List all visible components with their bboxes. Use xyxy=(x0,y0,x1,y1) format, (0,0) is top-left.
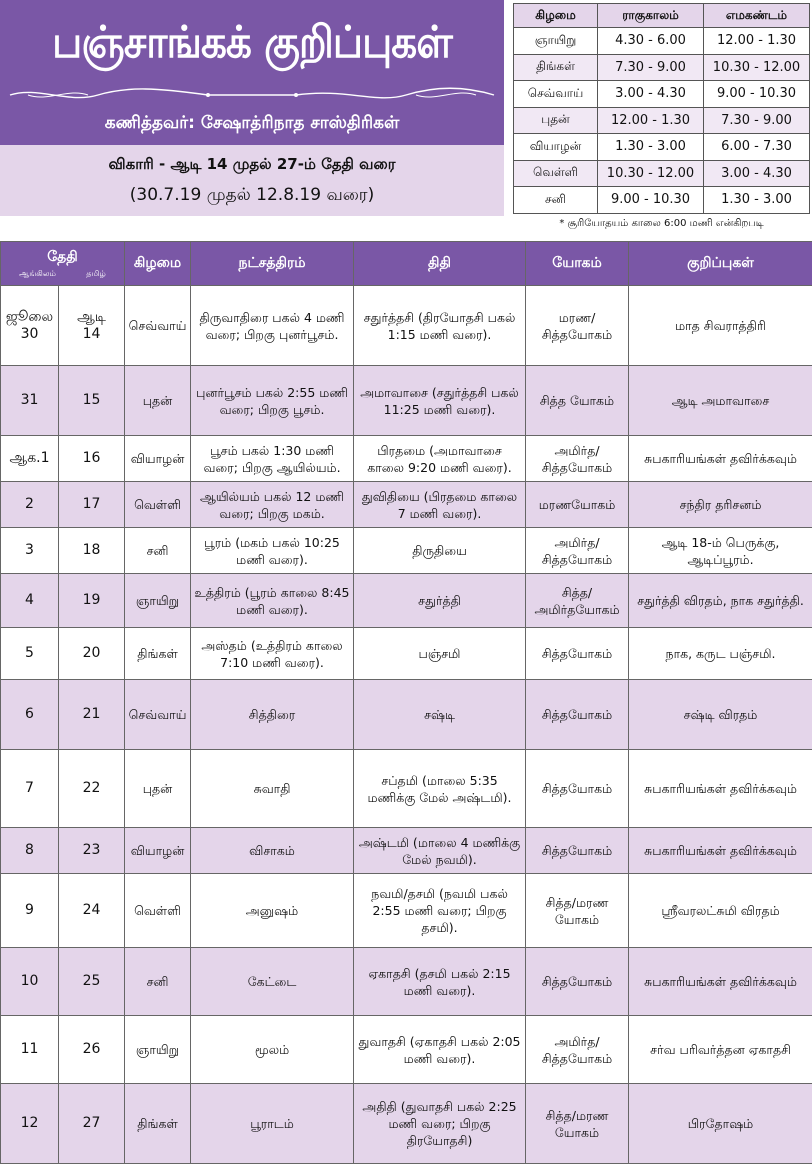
period-sub: (30.7.19 முதல் 12.8.19 வரை) xyxy=(129,185,375,205)
table-row xyxy=(1,436,812,482)
cell-date-tamil: 21 xyxy=(59,680,125,750)
rahu-row xyxy=(514,134,810,161)
cell-day: புதன் xyxy=(125,750,191,828)
cell-day: ஞாயிறு xyxy=(125,574,191,628)
rahu-cell-yama: 7.30 - 9.00 xyxy=(704,107,810,134)
header-yogam: யோகம் xyxy=(526,242,629,286)
cell-date-tamil: 22 xyxy=(59,750,125,828)
cell-day: திங்கள் xyxy=(125,1084,191,1164)
rahu-row xyxy=(514,54,810,81)
cell-nakshatra: பூராடம் xyxy=(191,1084,354,1164)
cell-notes: மாத சிவராத்திரி xyxy=(629,286,812,366)
cell-nakshatra: பூசம் பகல் 1:30 மணி வரை; பிறகு ஆயில்யம். xyxy=(191,436,354,482)
cell-yogam: சித்தயோகம் xyxy=(526,680,629,750)
cell-date-english: 12 xyxy=(1,1084,59,1164)
rahu-cell-day: செவ்வாய் xyxy=(514,81,598,108)
rahu-row xyxy=(514,81,810,108)
ornament-divider-icon xyxy=(8,84,496,106)
cell-yogam: அமிர்த/ சித்தயோகம் xyxy=(526,436,629,482)
table-row xyxy=(1,1084,812,1164)
cell-yogam: அமிர்த/ சித்தயோகம் xyxy=(526,528,629,574)
table-row xyxy=(1,680,812,750)
rahu-header-rahu: ராகுகாலம் xyxy=(598,4,704,28)
table-row xyxy=(1,874,812,948)
table-row xyxy=(1,574,812,628)
cell-nakshatra: விசாகம் xyxy=(191,828,354,874)
table-row xyxy=(1,628,812,680)
cell-nakshatra: அஸ்தம் (உத்திரம் காலை 7:10 மணி வரை). xyxy=(191,628,354,680)
cell-day: வியாழன் xyxy=(125,828,191,874)
cell-yogam: மரண/ சித்தயோகம் xyxy=(526,286,629,366)
cell-yogam: சித்தயோகம் xyxy=(526,750,629,828)
table-row xyxy=(1,528,812,574)
cell-thithi: துவிதியை (பிரதமை காலை 7 மணி வரை). xyxy=(354,482,526,528)
rahu-row xyxy=(514,187,810,214)
rahu-cell-rahu: 10.30 - 12.00 xyxy=(598,160,704,187)
rahu-row xyxy=(514,107,810,134)
cell-nakshatra: மூலம் xyxy=(191,1016,354,1084)
cell-date-tamil: 15 xyxy=(59,366,125,436)
cell-day: சனி xyxy=(125,948,191,1016)
rahu-cell-yama: 1.30 - 3.00 xyxy=(704,187,810,214)
cell-date-tamil: 16 xyxy=(59,436,125,482)
cell-date-english: 4 xyxy=(1,574,59,628)
cell-thithi: துவாதசி (ஏகாதசி பகல் 2:05 மணி வரை). xyxy=(354,1016,526,1084)
panchangam-table xyxy=(0,241,812,1164)
cell-nakshatra: புனர்பூசம் பகல் 2:55 மணி வரை; பிறகு பூசம். xyxy=(191,366,354,436)
cell-nakshatra: சுவாதி xyxy=(191,750,354,828)
rahu-header-day: கிழமை xyxy=(514,4,598,28)
cell-thithi: சதுர்த்தசி (திரயோதசி பகல் 1:15 மணி வரை). xyxy=(354,286,526,366)
cell-date-english: 8 xyxy=(1,828,59,874)
cell-day: செவ்வாய் xyxy=(125,680,191,750)
cell-yogam: அமிர்த/ சித்தயோகம் xyxy=(526,1016,629,1084)
cell-notes: சுபகாரியங்கள் தவிர்க்கவும் xyxy=(629,948,812,1016)
cell-yogam: மரணயோகம் xyxy=(526,482,629,528)
cell-yogam: சித்த யோகம் xyxy=(526,366,629,436)
cell-day: வெள்ளி xyxy=(125,482,191,528)
cell-yogam: சித்த/மரண யோகம் xyxy=(526,874,629,948)
cell-notes: ஸ்ரீவரலட்சுமி விரதம் xyxy=(629,874,812,948)
cell-date-tamil: 27 xyxy=(59,1084,125,1164)
cell-nakshatra: உத்திரம் (பூரம் காலை 8:45 மணி வரை). xyxy=(191,574,354,628)
cell-notes: சர்வ பரிவர்த்தன ஏகாதசி xyxy=(629,1016,812,1084)
rahu-cell-rahu: 7.30 - 9.00 xyxy=(598,54,704,81)
cell-nakshatra: பூரம் (மகம் பகல் 10:25 மணி வரை). xyxy=(191,528,354,574)
cell-day: சனி xyxy=(125,528,191,574)
cell-thithi: பஞ்சமி xyxy=(354,628,526,680)
rahu-cell-yama: 3.00 - 4.30 xyxy=(704,160,810,187)
cell-date-tamil: ஆடி 14 xyxy=(59,286,125,366)
rahu-row xyxy=(514,160,810,187)
cell-date-english: 2 xyxy=(1,482,59,528)
cell-date-tamil: 23 xyxy=(59,828,125,874)
cell-notes: சுபகாரியங்கள் தவிர்க்கவும் xyxy=(629,828,812,874)
header-date xyxy=(1,242,125,286)
cell-day: வெள்ளி xyxy=(125,874,191,948)
author-line: கணித்தவர்: சேஷாத்ரிநாத சாஸ்திரிகள் xyxy=(104,113,400,133)
cell-day: புதன் xyxy=(125,366,191,436)
rahu-cell-rahu: 3.00 - 4.30 xyxy=(598,81,704,108)
cell-day: வியாழன் xyxy=(125,436,191,482)
rahu-cell-rahu: 4.30 - 6.00 xyxy=(598,28,704,55)
cell-yogam: சித்த/மரண யோகம் xyxy=(526,1084,629,1164)
cell-day: ஞாயிறு xyxy=(125,1016,191,1084)
cell-date-english: 9 xyxy=(1,874,59,948)
cell-notes: பிரதோஷம் xyxy=(629,1084,812,1164)
rahu-cell-day: ஞாயிறு xyxy=(514,28,598,55)
cell-notes: சுபகாரியங்கள் தவிர்க்கவும் xyxy=(629,750,812,828)
cell-date-english: ஜூலை 30 xyxy=(1,286,59,366)
cell-date-tamil: 24 xyxy=(59,874,125,948)
cell-notes: ஆடி 18-ம் பெருக்கு, ஆடிப்பூரம். xyxy=(629,528,812,574)
header-day: கிழமை xyxy=(125,242,191,286)
page-title: பஞ்சாங்கக் குறிப்புகள் xyxy=(52,17,452,68)
cell-thithi: அதிதி (துவாதசி பகல் 2:25 மணி வரை; பிறகு திரயோதசி) xyxy=(354,1084,526,1164)
cell-date-english: 5 xyxy=(1,628,59,680)
cell-yogam: சித்தயோகம் xyxy=(526,628,629,680)
rahu-cell-yama: 6.00 - 7.30 xyxy=(704,134,810,161)
header-nakshatra: நட்சத்திரம் xyxy=(191,242,354,286)
cell-notes: நாக, கருட பஞ்சமி. xyxy=(629,628,812,680)
rahu-cell-day: வெள்ளி xyxy=(514,160,598,187)
cell-yogam: சித்தயோகம் xyxy=(526,828,629,874)
cell-nakshatra: திருவாதிரை பகல் 4 மணி வரை; பிறகு புனர்பூசம். xyxy=(191,286,354,366)
cell-thithi: அஷ்டமி (மாலை 4 மணிக்கு மேல் நவமி). xyxy=(354,828,526,874)
cell-thithi: சஷ்டி xyxy=(354,680,526,750)
cell-date-tamil: 19 xyxy=(59,574,125,628)
header-panel xyxy=(0,0,504,216)
cell-notes: சஷ்டி விரதம் xyxy=(629,680,812,750)
table-row xyxy=(1,366,812,436)
rahu-cell-rahu: 12.00 - 1.30 xyxy=(598,107,704,134)
rahu-cell-day: புதன் xyxy=(514,107,598,134)
cell-date-english: 11 xyxy=(1,1016,59,1084)
cell-nakshatra: ஆயில்யம் பகல் 12 மணி வரை; பிறகு மகம். xyxy=(191,482,354,528)
rahu-cell-rahu: 1.30 - 3.00 xyxy=(598,134,704,161)
rahu-cell-rahu: 9.00 - 10.30 xyxy=(598,187,704,214)
cell-nakshatra: அனுஷம் xyxy=(191,874,354,948)
rahu-row xyxy=(514,28,810,55)
table-row xyxy=(1,750,812,828)
cell-thithi: ஏகாதசி (தசமி பகல் 2:15 மணி வரை). xyxy=(354,948,526,1016)
cell-nakshatra: சித்திரை xyxy=(191,680,354,750)
cell-day: திங்கள் xyxy=(125,628,191,680)
cell-yogam: சித்த/ அமிர்தயோகம் xyxy=(526,574,629,628)
rahu-cell-yama: 12.00 - 1.30 xyxy=(704,28,810,55)
table-row xyxy=(1,948,812,1016)
cell-notes: சுபகாரியங்கள் தவிர்க்கவும் xyxy=(629,436,812,482)
table-row xyxy=(1,828,812,874)
rahu-cell-day: சனி xyxy=(514,187,598,214)
cell-thithi: திருதியை xyxy=(354,528,526,574)
cell-thithi: அமாவாசை (சதுர்த்தசி பகல் 11:25 மணி வரை). xyxy=(354,366,526,436)
cell-notes: ஆடி அமாவாசை xyxy=(629,366,812,436)
cell-date-tamil: 26 xyxy=(59,1016,125,1084)
cell-date-tamil: 17 xyxy=(59,482,125,528)
rahu-cell-day: வியாழன் xyxy=(514,134,598,161)
cell-date-english: 10 xyxy=(1,948,59,1016)
cell-date-english: 7 xyxy=(1,750,59,828)
rahu-kalam-table xyxy=(513,3,810,214)
sunrise-note: * சூரியோதயம் காலை 6:00 மணி என்கிறபடி xyxy=(559,218,764,229)
cell-thithi: சப்தமி (மாலை 5:35 மணிக்கு மேல் அஷ்டமி). xyxy=(354,750,526,828)
table-row xyxy=(1,1016,812,1084)
rahu-cell-yama: 10.30 - 12.00 xyxy=(704,54,810,81)
cell-date-english: ஆக.1 xyxy=(1,436,59,482)
cell-thithi: சதுர்த்தி xyxy=(354,574,526,628)
cell-date-tamil: 20 xyxy=(59,628,125,680)
rahu-cell-day: திங்கள் xyxy=(514,54,598,81)
header-thithi: திதி xyxy=(354,242,526,286)
cell-date-english: 3 xyxy=(1,528,59,574)
header-date-tamil: தமிழ் xyxy=(86,268,106,278)
cell-date-english: 31 xyxy=(1,366,59,436)
cell-date-tamil: 18 xyxy=(59,528,125,574)
table-row xyxy=(1,286,812,366)
rahu-cell-yama: 9.00 - 10.30 xyxy=(704,81,810,108)
cell-yogam: சித்தயோகம் xyxy=(526,948,629,1016)
cell-nakshatra: கேட்டை xyxy=(191,948,354,1016)
cell-thithi: நவமி/தசமி (நவமி பகல் 2:55 மணி வரை; பிறகு தசமி). xyxy=(354,874,526,948)
period-main: விகாரி - ஆடி 14 முதல் 27-ம் தேதி வரை xyxy=(108,155,396,173)
table-row xyxy=(1,482,812,528)
cell-date-english: 6 xyxy=(1,680,59,750)
cell-notes: சதுர்த்தி விரதம், நாக சதுர்த்தி. xyxy=(629,574,812,628)
cell-notes: சந்திர தரிசனம் xyxy=(629,482,812,528)
cell-thithi: பிரதமை (அமாவாசை காலை 9:20 மணி வரை). xyxy=(354,436,526,482)
cell-day: செவ்வாய் xyxy=(125,286,191,366)
cell-date-tamil: 25 xyxy=(59,948,125,1016)
header-date-english: ஆங்கிலம் xyxy=(19,268,56,278)
header-date-label: தேதி xyxy=(47,248,78,265)
rahu-header-yama: எமகண்டம் xyxy=(704,4,810,28)
header-notes: குறிப்புகள் xyxy=(629,242,812,286)
